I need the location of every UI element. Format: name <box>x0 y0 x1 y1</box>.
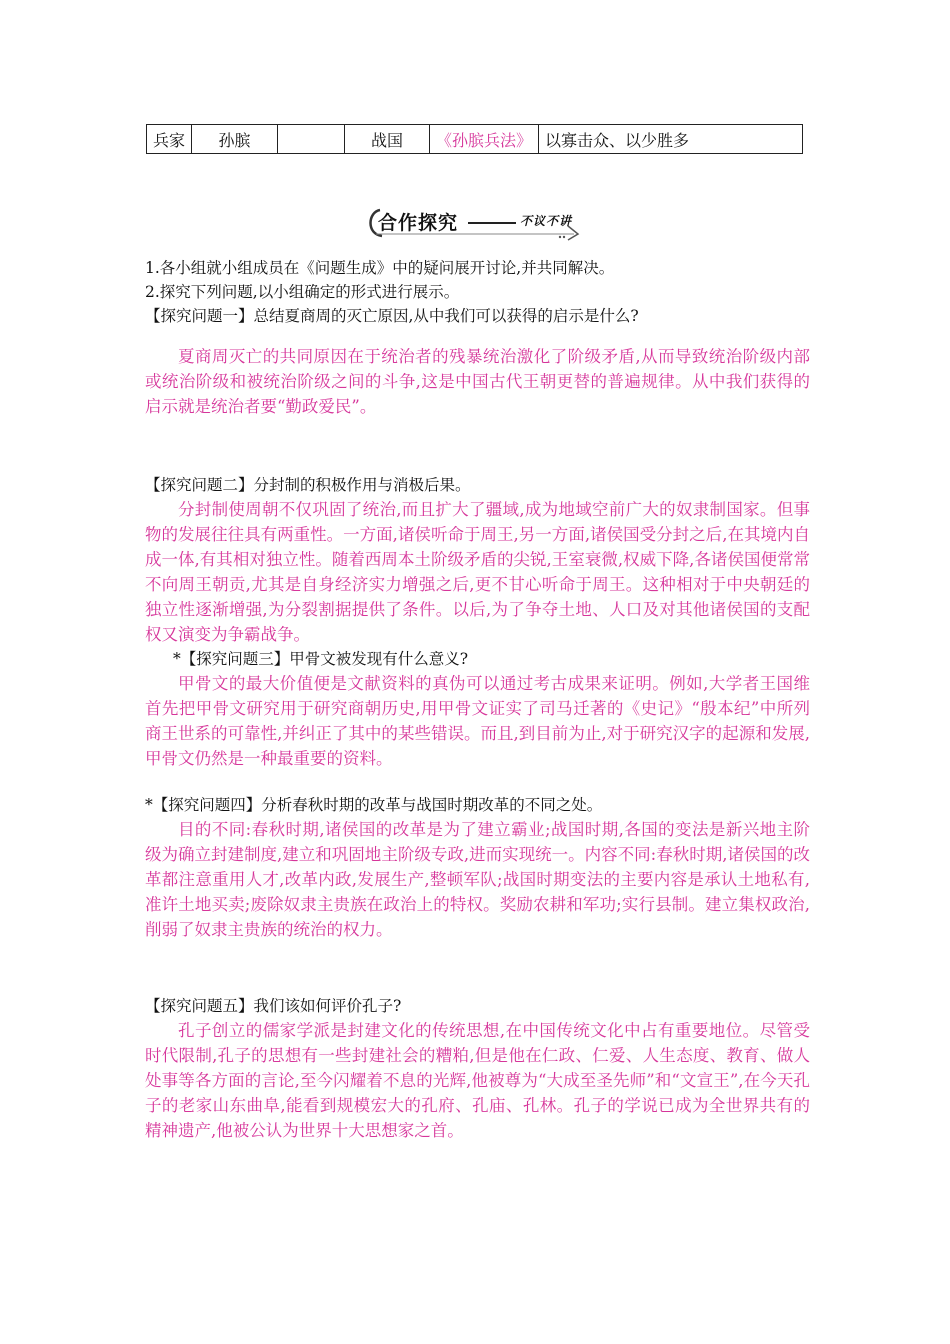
question-5-label: 【探究问题五】我们该如何评价孔子? <box>145 997 402 1015</box>
intro-line-2: 2.探究下列问题,以小组确定的形式进行展示。 <box>145 283 460 301</box>
schools-table <box>146 124 803 154</box>
cell-era: 战国 <box>345 125 430 154</box>
banner-title: 合作探究 <box>378 212 459 234</box>
question-4-label: *【探究问题四】分析春秋时期的改革与战国时期改革的不同之处。 <box>145 796 603 814</box>
cell-idea: 以寡击众、以少胜多 <box>539 125 803 154</box>
question-3-answer: 甲骨文的最大价值便是文献资料的真伪可以通过考古成果来证明。例如,大学者王国维首先把甲骨文研究用于研究商朝历史,用甲骨文证实了司马迁著的《史记》“殷本纪”中所列商王世系的可靠性,并纠正了其中的某些错误。而且,到目前为止,对于研究汉字的起源和发展,甲骨文仍然是一种最重要的资料。 <box>145 674 810 768</box>
table-row <box>147 125 803 154</box>
question-1-answer: 夏商周灭亡的共同原因在于统治者的残暴统治激化了阶级矛盾,从而导致统治阶级内部或统治阶级和被统治阶级之间的斗争,这是中国古代王朝更替的普遍规律。从中我们获得的启示就是统治者要“勤政爱民”。 <box>145 347 810 416</box>
intro-line-1: 1.各小组就小组成员在《问题生成》中的疑问展开讨论,并共同解决。 <box>145 259 615 277</box>
question-5-answer: 孔子创立的儒家学派是封建文化的传统思想,在中国传统文化中占有重要地位。尽管受时代限制,孔子的思想有一些封建社会的糟粕,但是他在仁政、仁爱、人生态度、教育、做人处事等各方面的言论,至今闪耀着不息的光辉,他被尊为“大成至圣先师”和“文宣王”,在今天孔子的老家山东曲阜,能看到规模宏大的孔府、孔庙、孔林。孔子的学说已成为全世界共有的精神遗产,他被公认为世界十大思想家之首。 <box>145 1021 810 1140</box>
question-1-label: 【探究问题一】总结夏商周的灭亡原因,从中我们可以获得的启示是什么? <box>145 307 639 325</box>
question-4-answer: 目的不同:春秋时期,诸侯国的改革是为了建立霸业;战国时期,各国的变法是新兴地主阶级为确立封建制度,建立和巩固地主阶级专政,进而实现统一。内容不同:春秋时期,诸侯国的改革都注意重用人才,改革内政,发展生产,整顿军队;战国时期变法的主要内容是承认土地私有,准许土地买卖;废除奴隶主贵族在政治上的特权。奖励农耕和军功;实行县制。建立集权政治,削弱了奴隶主贵族的统治的权力。 <box>145 820 810 939</box>
banner-dash <box>468 222 516 224</box>
cell-school: 兵家 <box>147 125 192 154</box>
cell-work: 《孙膑兵法》 <box>430 125 539 154</box>
question-2-answer: 分封制使周朝不仅巩固了统治,而且扩大了疆域,成为地域空前广大的奴隶制国家。但事物的发展往往具有两重性。一方面,诸侯听命于周王,另一方面,诸侯国受分封之后,在其境内自成一体,有其相对独立性。随着西周本土阶级矛盾的尖锐,王室衰微,权威下降,各诸侯国便常常不向周王朝贡,尤其是自身经济实力增强之后,更不甘心听命于周王。这种相对于中央朝廷的独立性逐渐增强,为分裂割据提供了条件。以后,为了争夺土地、人口及对其他诸侯国的支配权又演变为争霸战争。 <box>145 500 810 644</box>
banner-subtitle: 不议不讲 <box>520 214 573 228</box>
question-3-label: *【探究问题三】甲骨文被发现有什么意义? <box>173 650 469 668</box>
question-2-label: 【探究问题二】分封制的积极作用与消极后果。 <box>145 476 471 494</box>
cell-blank <box>278 125 345 154</box>
section-banner <box>362 204 594 242</box>
content-body <box>145 256 810 1143</box>
cell-person: 孙膑 <box>192 125 278 154</box>
